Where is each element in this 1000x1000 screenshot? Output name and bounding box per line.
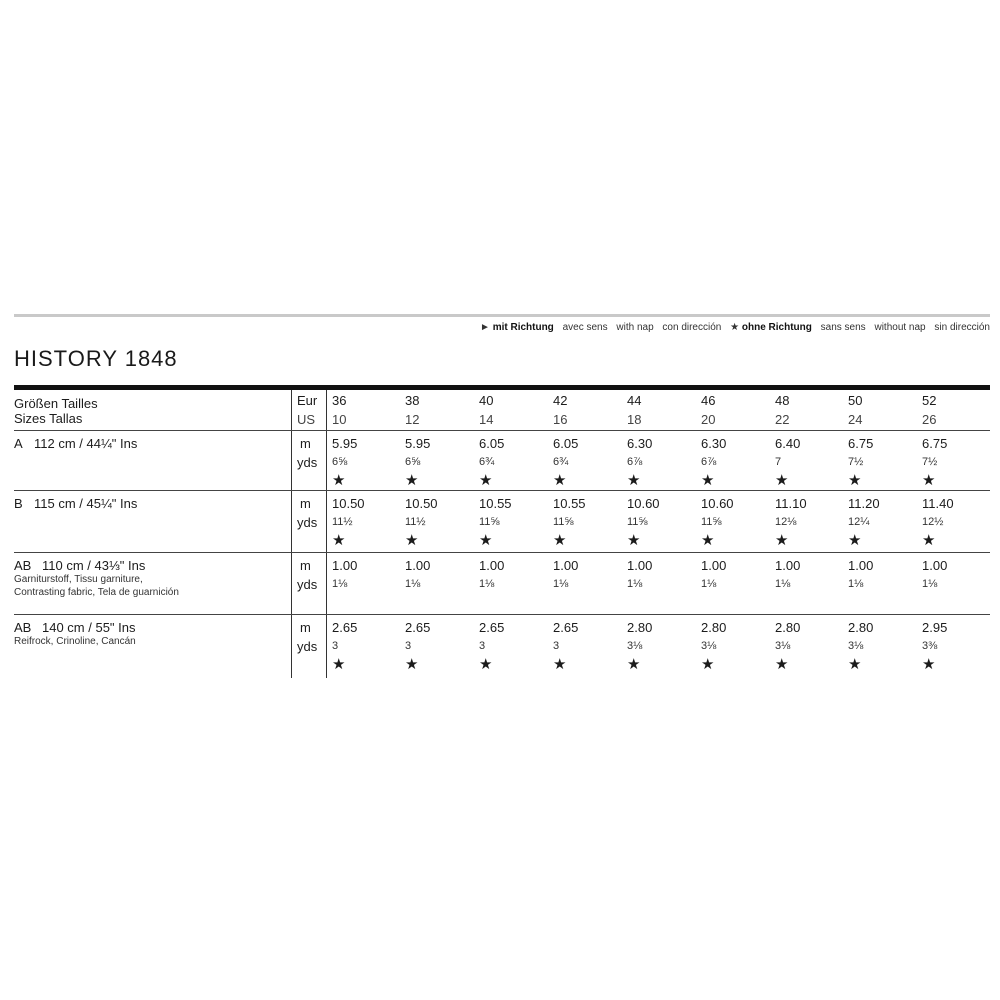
yards-value: 3⅛ [848,640,864,652]
yards-value: 1⅛ [848,578,864,590]
legend-without-nap-en: without nap [874,322,926,333]
without-nap-star-icon: ★ [730,322,740,333]
row-divider [14,490,990,491]
yards-value: 3 [405,640,412,652]
eur-size: 48 [775,393,790,408]
without-nap-star-icon: ★ [775,472,789,489]
without-nap-star-icon: ★ [332,656,346,673]
yards-value: 1⅛ [553,578,569,590]
eur-size: 38 [405,393,420,408]
meters-value: 6.05 [479,436,505,451]
without-nap-star-icon: ★ [922,532,936,549]
meters-value: 6.75 [922,436,948,451]
without-nap-star-icon: ★ [627,472,641,489]
us-size: 10 [332,412,347,427]
meters-value: 5.95 [405,436,431,451]
yards-value: 3⅛ [701,640,717,652]
meters-value: 1.00 [701,558,727,573]
header-divider [14,430,990,431]
yards-value: 6⅝ [405,456,421,468]
meters-value: 10.55 [553,496,586,511]
eur-size: 52 [922,393,937,408]
meters-value: 10.60 [701,496,734,511]
without-nap-star-icon: ★ [701,532,715,549]
meters-value: 2.65 [479,620,505,635]
eur-size: 40 [479,393,494,408]
meters-value: 1.00 [479,558,505,573]
row-divider [14,614,990,615]
eur-size: 36 [332,393,347,408]
yards-value: 11½ [332,516,353,528]
label-column-divider [291,390,292,678]
eur-size: 44 [627,393,642,408]
meters-value: 10.60 [627,496,660,511]
meters-value: 1.00 [775,558,801,573]
meters-value: 11.40 [922,496,954,511]
without-nap-star-icon: ★ [701,472,715,489]
yards-value: 7 [775,456,782,468]
us-size: 22 [775,412,790,427]
without-nap-star-icon: ★ [922,656,936,673]
us-size: 12 [405,412,420,427]
yards-value: 1⅛ [627,578,643,590]
table-top-rule [14,385,990,390]
us-size: 18 [627,412,642,427]
pattern-title: HISTORY 1848 [14,346,178,371]
meters-value: 10.55 [479,496,512,511]
row-fabric-width: 115 cm / 45¼" Ins [34,496,138,511]
unit-meters: m [300,620,311,635]
meters-value: 1.00 [405,558,431,573]
us-label: US [297,412,316,427]
without-nap-star-icon: ★ [775,656,789,673]
without-nap-star-icon: ★ [553,656,567,673]
meters-value: 6.40 [775,436,801,451]
without-nap-star-icon: ★ [405,472,419,489]
meters-value: 6.75 [848,436,874,451]
meters-value: 10.50 [332,496,365,511]
unit-meters: m [300,496,311,511]
row-fabric-width: 112 cm / 44¼" Ins [34,436,138,451]
us-size: 24 [848,412,863,427]
without-nap-star-icon: ★ [701,656,715,673]
eur-size: 50 [848,393,863,408]
legend-without-nap-fr: sans sens [820,322,866,333]
meters-value: 1.00 [332,558,358,573]
meters-value: 6.30 [627,436,653,451]
meters-value: 2.80 [848,620,874,635]
without-nap-star-icon: ★ [332,532,346,549]
yards-value: 6⅞ [701,456,717,468]
meters-value: 2.80 [701,620,727,635]
meters-value: 2.80 [627,620,653,635]
without-nap-star-icon: ★ [479,472,493,489]
meters-value: 5.95 [332,436,358,451]
sizes-label-line2: Sizes Tallas [14,411,83,426]
row-fabric-note: Contrasting fabric, Tela de guarnición [14,587,179,598]
yards-value: 12⅛ [775,516,797,528]
yards-value: 3 [553,640,560,652]
meters-value: 10.50 [405,496,438,511]
without-nap-star-icon: ★ [479,656,493,673]
nap-legend [480,322,990,333]
us-size: 14 [479,412,494,427]
row-fabric-note: Garniturstoff, Tissu garniture, [14,574,143,585]
legend-with-nap-es: con dirección [662,322,722,333]
eur-size: 46 [701,393,716,408]
yards-value: 3⅜ [922,640,938,652]
without-nap-star-icon: ★ [405,656,419,673]
yards-value: 6⅞ [627,456,643,468]
yards-value: 3 [332,640,339,652]
yards-value: 6¾ [553,456,569,468]
row-view-label: AB [14,620,32,635]
yards-value: 1⅛ [922,578,938,590]
eur-size: 42 [553,393,568,408]
unit-meters: m [300,558,311,573]
yards-value: 6¾ [479,456,495,468]
yards-value: 11⅝ [553,516,574,528]
unit-meters: m [300,436,311,451]
meters-value: 11.20 [848,496,880,511]
unit-yards: yds [297,577,318,592]
meters-value: 1.00 [627,558,653,573]
eur-label: Eur [297,393,318,408]
yards-value: 1⅛ [332,578,348,590]
meters-value: 2.65 [405,620,431,635]
meters-value: 6.05 [553,436,579,451]
legend-without-nap-es: sin dirección [934,322,990,333]
row-fabric-note: Reifrock, Crinoline, Cancán [14,636,136,647]
row-fabric-width: 110 cm / 43⅓" Ins [42,558,146,573]
row-view-label: B [14,496,23,511]
sizes-label-line1: Größen Tailles [14,396,98,411]
without-nap-star-icon: ★ [627,656,641,673]
yards-value: 12½ [922,516,944,528]
yards-value: 6⅝ [332,456,348,468]
without-nap-star-icon: ★ [332,472,346,489]
row-divider [14,552,990,553]
yards-value: 11⅝ [627,516,648,528]
without-nap-star-icon: ★ [553,532,567,549]
meters-value: 1.00 [553,558,579,573]
yards-value: 1⅛ [405,578,421,590]
without-nap-star-icon: ★ [848,472,862,489]
yards-value: 7½ [848,456,864,468]
us-size: 20 [701,412,716,427]
meters-value: 2.65 [553,620,579,635]
legend-without-nap-de: ohne Richtung [741,322,812,333]
yards-value: 11⅝ [479,516,500,528]
meters-value: 2.65 [332,620,358,635]
meters-value: 6.30 [701,436,727,451]
without-nap-star-icon: ★ [627,532,641,549]
us-size: 26 [922,412,937,427]
meters-value: 1.00 [848,558,874,573]
unit-column-divider [326,390,327,678]
yards-value: 11½ [405,516,426,528]
legend-with-nap-en: with nap [616,322,654,333]
yards-value: 3⅛ [627,640,643,652]
yards-value: 7½ [922,456,938,468]
yards-value: 11⅝ [701,516,722,528]
without-nap-star-icon: ★ [775,532,789,549]
legend-with-nap-de: mit Richtung [492,322,554,333]
without-nap-star-icon: ★ [405,532,419,549]
legend-with-nap-fr: avec sens [562,322,608,333]
meters-value: 1.00 [922,558,948,573]
yards-value: 1⅛ [701,578,717,590]
yards-value: 3 [479,640,486,652]
without-nap-star-icon: ★ [848,532,862,549]
without-nap-star-icon: ★ [553,472,567,489]
us-size: 16 [553,412,568,427]
row-view-label: AB [14,558,32,573]
with-nap-arrow-icon: ► [480,322,490,333]
without-nap-star-icon: ★ [848,656,862,673]
meters-value: 2.80 [775,620,801,635]
yards-value: 12¼ [848,516,870,528]
yards-value: 3⅛ [775,640,791,652]
unit-yards: yds [297,639,318,654]
meters-value: 11.10 [775,496,807,511]
yards-value: 1⅛ [775,578,791,590]
row-view-label: A [14,436,23,451]
top-divider [14,314,990,317]
yards-value: 1⅛ [479,578,495,590]
unit-yards: yds [297,455,318,470]
row-fabric-width: 140 cm / 55" Ins [42,620,136,635]
without-nap-star-icon: ★ [922,472,936,489]
meters-value: 2.95 [922,620,948,635]
unit-yards: yds [297,515,318,530]
without-nap-star-icon: ★ [479,532,493,549]
